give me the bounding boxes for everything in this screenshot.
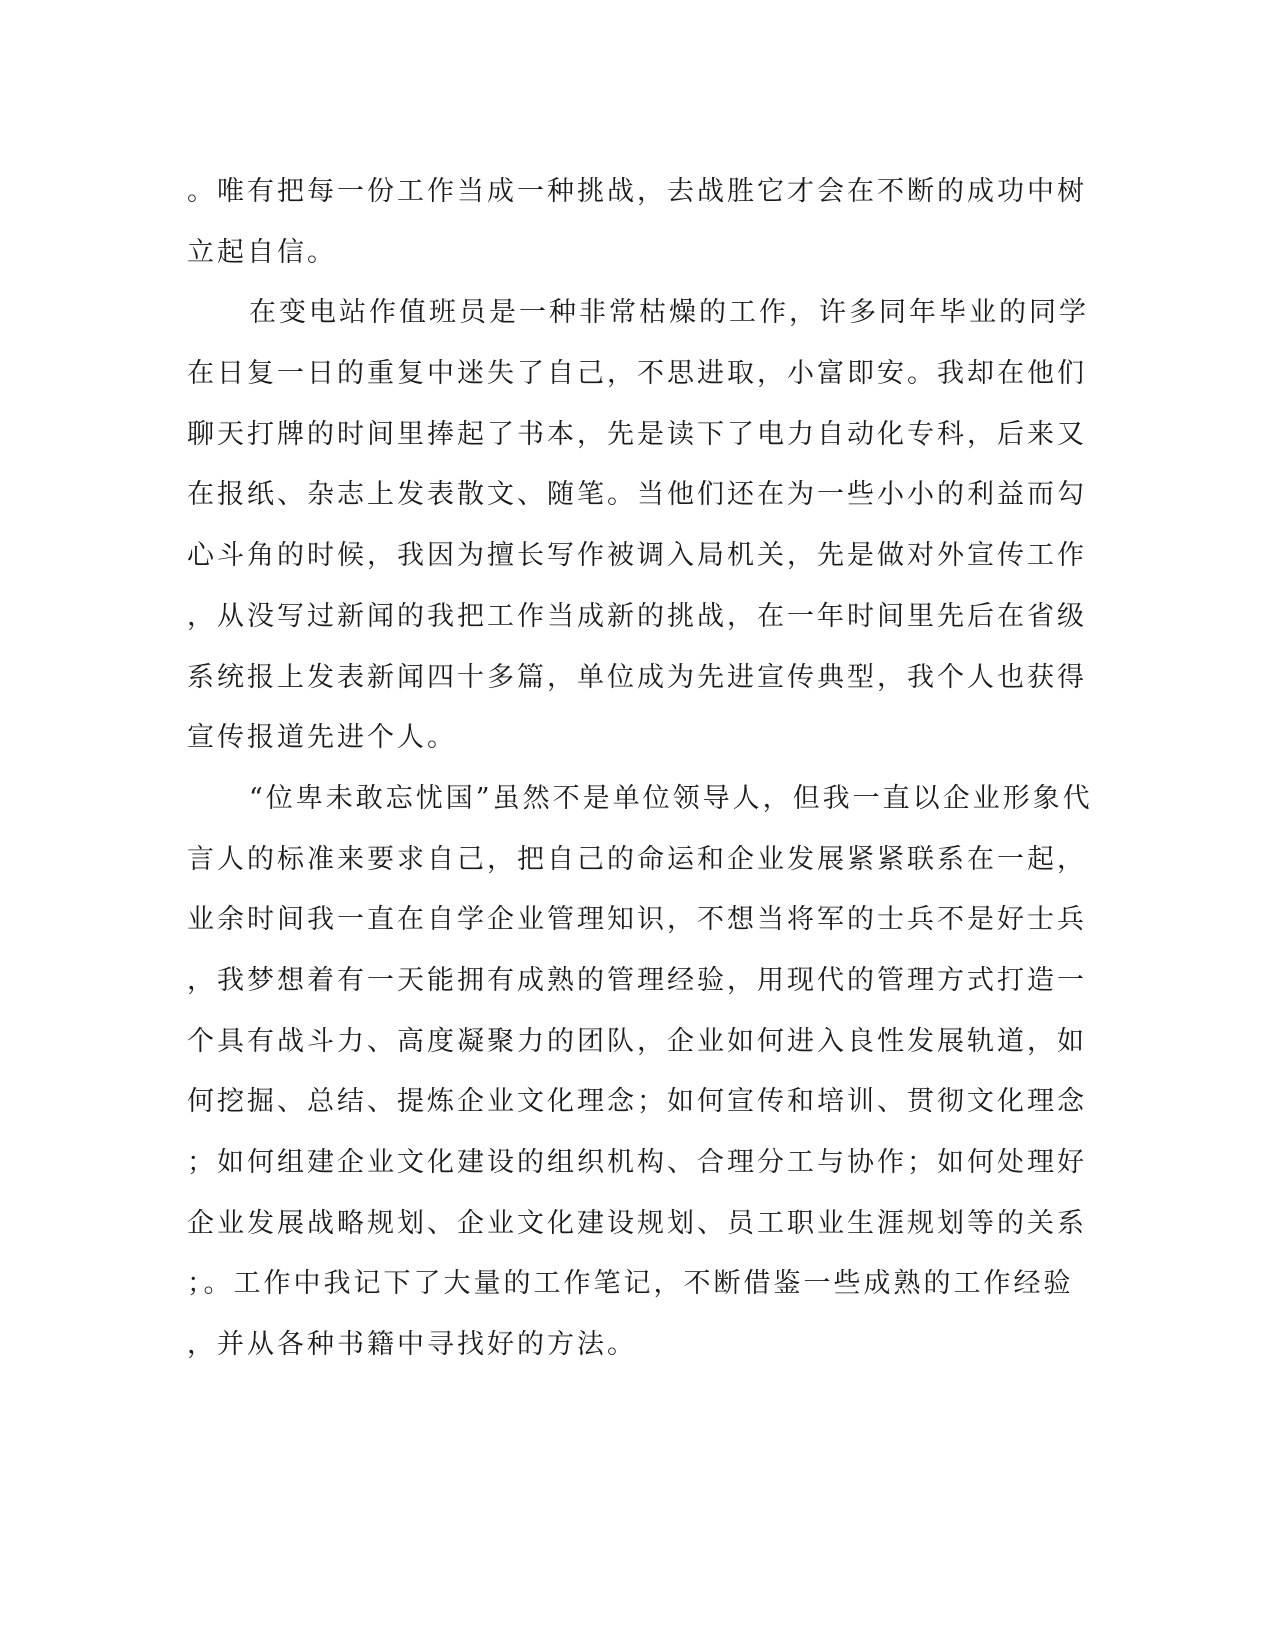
text-line: “位卑未敢忘忧国”虽然不是单位领导人，但我一直以企业形象代 [249, 782, 1093, 814]
text-line: 心斗角的时候，我因为擅长写作被调入局机关，先是做对外宣传工作 [187, 540, 1087, 572]
body-text [187, 162, 1093, 1376]
text-line: 言人的标准来要求自己，把自己的命运和企业发展紧紧联系在一起， [187, 843, 1087, 875]
text-line: 立起自信。 [187, 236, 337, 268]
text-line: 在变电站作值班员是一种非常枯燥的工作，许多同年毕业的同学 [249, 297, 1089, 329]
text-line: ；如何组建企业文化建设的组织机构、合理分工与协作；如何处理好 [187, 1147, 1087, 1178]
text-line: 在报纸、杂志上发表散文、随笔。当他们还在为一些小小的利益而勾 [187, 479, 1087, 511]
text-line: 个具有战斗力、高度凝聚力的团队，企业如何进入良性发展轨道，如 [187, 1025, 1087, 1057]
text-line: ，我梦想着有一天能拥有成熟的管理经验，用现代的管理方式打造一 [187, 964, 1087, 996]
text-line: 宣传报道先进个人。 [187, 722, 457, 754]
text-line: 业余时间我一直在自学企业管理知识，不想当将军的士兵不是好士兵 [187, 904, 1087, 936]
text-line: ；。工作中我记下了大量的工作笔记，不断借鉴一些成熟的工作经验 [187, 1268, 1074, 1300]
text-line: ，从没写过新闻的我把工作当成新的挑战，在一年时间里先后在省级 [187, 600, 1087, 632]
text-line: 何挖掘、总结、提炼企业文化理念；如何宣传和培训、贯彻文化理念 [187, 1086, 1087, 1118]
text-line: 聊天打牌的时间里捧起了书本，先是读下了电力自动化专科，后来又 [187, 418, 1087, 450]
text-line: 系统报上发表新闻四十多篇，单位成为先进宣传典型，我个人也获得 [187, 661, 1087, 693]
text-line: 在日复一日的重复中迷失了自己，不思进取，小富即安。我却在他们 [187, 358, 1087, 390]
text-line: 企业发展战略规划、企业文化建设规划、员工职业生涯规划等的关系 [187, 1207, 1087, 1239]
text-line: ，并从各种书籍中寻找好的方法。 [187, 1329, 637, 1361]
text-line: 。唯有把每一份工作当成一种挑战，去战胜它才会在不断的成功中树 [187, 176, 1087, 207]
